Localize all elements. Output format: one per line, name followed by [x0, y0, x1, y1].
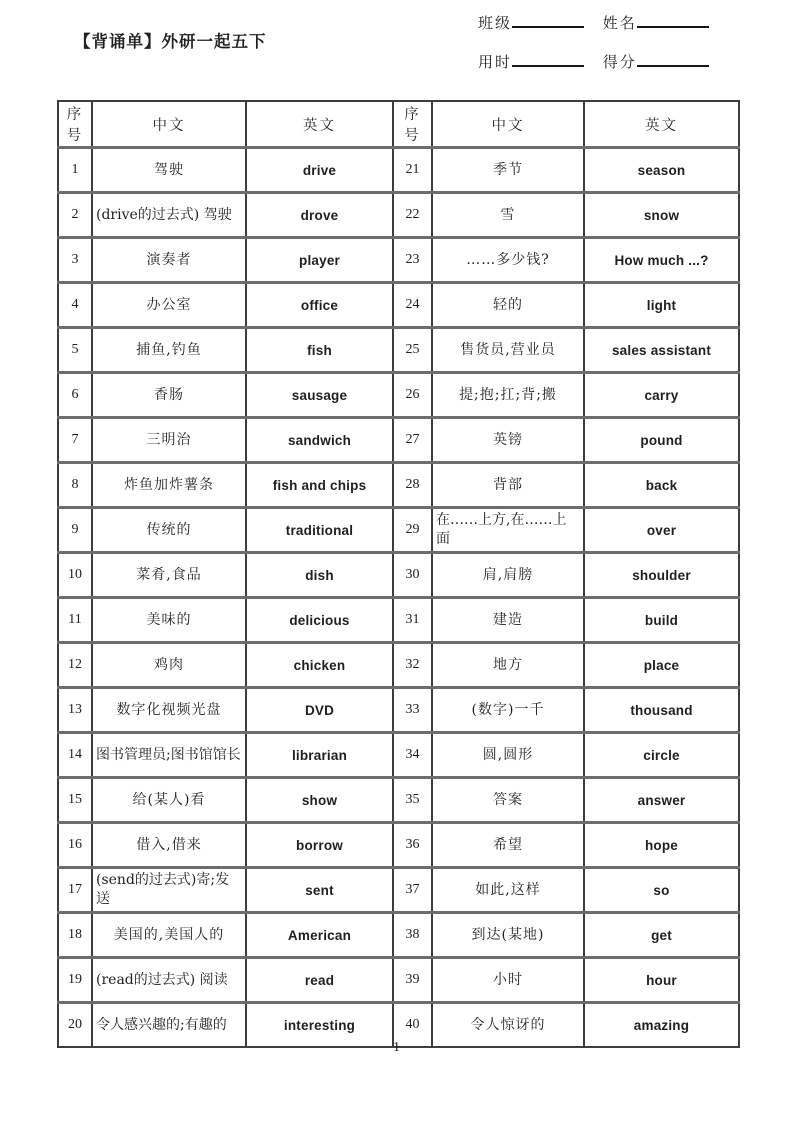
table-row [58, 733, 739, 778]
chinese-cell: 演奏者 [92, 238, 246, 283]
chinese-cell: 如此,这样 [432, 868, 584, 913]
table-row [58, 553, 739, 598]
english-cell: hour [584, 958, 739, 1003]
serial-cell: 7 [58, 418, 92, 463]
table-row [58, 598, 739, 643]
chinese-cell: 鸡肉 [92, 643, 246, 688]
class-blank-line [512, 13, 584, 28]
serial-cell: 14 [58, 733, 92, 778]
serial-cell: 40 [393, 1003, 432, 1048]
serial-cell: 36 [393, 823, 432, 868]
table-row [58, 283, 739, 328]
table-row [58, 913, 739, 958]
student-info-fields [478, 12, 746, 90]
english-cell: chicken [246, 643, 393, 688]
table-row [58, 193, 739, 238]
english-cell: get [584, 913, 739, 958]
english-cell: light [584, 283, 739, 328]
english-cell: interesting [246, 1003, 393, 1048]
header-serial-left: 序号 [58, 101, 92, 148]
english-cell: DVD [246, 688, 393, 733]
serial-cell: 12 [58, 643, 92, 688]
serial-cell: 34 [393, 733, 432, 778]
name-blank-line [637, 13, 709, 28]
chinese-cell: 借入,借来 [92, 823, 246, 868]
chinese-cell: 建造 [432, 598, 584, 643]
table-header-row [58, 101, 739, 148]
page-number: 1 [393, 1040, 400, 1055]
table-row [58, 958, 739, 1003]
serial-cell: 23 [393, 238, 432, 283]
table-row [58, 868, 739, 913]
serial-cell: 26 [393, 373, 432, 418]
english-cell: drove [246, 193, 393, 238]
serial-cell: 16 [58, 823, 92, 868]
english-cell: fish [246, 328, 393, 373]
serial-cell: 4 [58, 283, 92, 328]
header-serial-right: 序号 [393, 101, 432, 148]
chinese-cell: 菜肴,食品 [92, 553, 246, 598]
header-chinese-left: 中文 [92, 101, 246, 148]
english-cell: build [584, 598, 739, 643]
serial-cell: 3 [58, 238, 92, 283]
serial-cell: 8 [58, 463, 92, 508]
serial-cell: 18 [58, 913, 92, 958]
class-label: 班级 [478, 14, 513, 32]
table-row [58, 418, 739, 463]
chinese-cell: 炸鱼加炸薯条 [92, 463, 246, 508]
info-row-2 [478, 51, 746, 72]
english-cell: drive [246, 148, 393, 193]
table-row [58, 328, 739, 373]
serial-cell: 37 [393, 868, 432, 913]
serial-cell: 11 [58, 598, 92, 643]
name-label: 姓名 [602, 14, 637, 32]
serial-cell: 19 [58, 958, 92, 1003]
table-row [58, 643, 739, 688]
english-cell: librarian [246, 733, 393, 778]
time-blank-line [512, 52, 584, 67]
english-cell: thousand [584, 688, 739, 733]
table-row [58, 688, 739, 733]
english-cell: office [246, 283, 393, 328]
chinese-cell: 捕鱼,钓鱼 [92, 328, 246, 373]
name-field [603, 12, 709, 33]
serial-cell: 9 [58, 508, 92, 553]
table-row [58, 373, 739, 418]
chinese-cell: (drive的过去式) 驾驶 [92, 193, 246, 238]
table-row [58, 148, 739, 193]
serial-cell: 21 [393, 148, 432, 193]
chinese-cell: 图书管理员;图书馆馆长 [92, 733, 246, 778]
serial-cell: 22 [393, 193, 432, 238]
chinese-cell: 令人惊讶的 [432, 1003, 584, 1048]
english-cell: amazing [584, 1003, 739, 1048]
english-cell: borrow [246, 823, 393, 868]
serial-cell: 10 [58, 553, 92, 598]
serial-cell: 31 [393, 598, 432, 643]
chinese-cell: (数字)一千 [432, 688, 584, 733]
table-row [58, 508, 739, 553]
chinese-cell: 圆,圆形 [432, 733, 584, 778]
chinese-cell: 希望 [432, 823, 584, 868]
chinese-cell: 三明治 [92, 418, 246, 463]
time-label: 用时 [478, 53, 513, 71]
english-cell: over [584, 508, 739, 553]
page-title: 【背诵单】外研一起五下 [74, 32, 267, 51]
chinese-cell: 肩,肩膀 [432, 553, 584, 598]
serial-cell: 25 [393, 328, 432, 373]
english-cell: How much ...? [584, 238, 739, 283]
serial-cell: 27 [393, 418, 432, 463]
english-cell: so [584, 868, 739, 913]
chinese-cell: 小时 [432, 958, 584, 1003]
english-cell: delicious [246, 598, 393, 643]
chinese-cell: 办公室 [92, 283, 246, 328]
english-cell: snow [584, 193, 739, 238]
serial-cell: 5 [58, 328, 92, 373]
chinese-cell: 给(某人)看 [92, 778, 246, 823]
serial-cell: 13 [58, 688, 92, 733]
chinese-cell: 到达(某地) [432, 913, 584, 958]
score-blank-line [637, 52, 709, 67]
serial-cell: 32 [393, 643, 432, 688]
chinese-cell: 背部 [432, 463, 584, 508]
chinese-cell: 雪 [432, 193, 584, 238]
serial-cell: 39 [393, 958, 432, 1003]
english-cell: show [246, 778, 393, 823]
serial-cell: 30 [393, 553, 432, 598]
table-row [58, 778, 739, 823]
chinese-cell: (read的过去式) 阅读 [92, 958, 246, 1003]
english-cell: back [584, 463, 739, 508]
serial-cell: 29 [393, 508, 432, 553]
chinese-cell: 数字化视频光盘 [92, 688, 246, 733]
serial-cell: 2 [58, 193, 92, 238]
english-cell: sales assistant [584, 328, 739, 373]
english-cell: American [246, 913, 393, 958]
chinese-cell: 令人感兴趣的;有趣的 [92, 1003, 246, 1048]
english-cell: sausage [246, 373, 393, 418]
chinese-cell: 美味的 [92, 598, 246, 643]
english-cell: read [246, 958, 393, 1003]
serial-cell: 15 [58, 778, 92, 823]
english-cell: hope [584, 823, 739, 868]
english-cell: player [246, 238, 393, 283]
chinese-cell: 提;抱;扛;背;搬 [432, 373, 584, 418]
table-row [58, 463, 739, 508]
serial-cell: 33 [393, 688, 432, 733]
serial-cell: 17 [58, 868, 92, 913]
english-cell: carry [584, 373, 739, 418]
chinese-cell: 季节 [432, 148, 584, 193]
english-cell: shoulder [584, 553, 739, 598]
chinese-cell: 美国的,美国人的 [92, 913, 246, 958]
chinese-cell: ……多少钱? [432, 238, 584, 283]
chinese-cell: 售货员,营业员 [432, 328, 584, 373]
score-field [603, 51, 709, 72]
english-cell: traditional [246, 508, 393, 553]
english-cell: place [584, 643, 739, 688]
vocabulary-table [57, 100, 740, 1048]
header-english-left: 英文 [246, 101, 393, 148]
header-chinese-right: 中文 [432, 101, 584, 148]
english-cell: sent [246, 868, 393, 913]
table-row [58, 238, 739, 283]
chinese-cell: 在……上方,在……上面 [432, 508, 584, 553]
english-cell: pound [584, 418, 739, 463]
serial-cell: 1 [58, 148, 92, 193]
chinese-cell: 轻的 [432, 283, 584, 328]
time-field [478, 51, 584, 72]
chinese-cell: (send的过去式)寄;发送 [92, 868, 246, 913]
english-cell: sandwich [246, 418, 393, 463]
english-cell: circle [584, 733, 739, 778]
serial-cell: 24 [393, 283, 432, 328]
serial-cell: 20 [58, 1003, 92, 1048]
chinese-cell: 传统的 [92, 508, 246, 553]
score-label: 得分 [602, 53, 637, 71]
english-cell: answer [584, 778, 739, 823]
chinese-cell: 驾驶 [92, 148, 246, 193]
serial-cell: 28 [393, 463, 432, 508]
chinese-cell: 英镑 [432, 418, 584, 463]
class-field [478, 12, 584, 33]
table-row [58, 823, 739, 868]
chinese-cell: 地方 [432, 643, 584, 688]
info-row-1 [478, 12, 746, 33]
serial-cell: 6 [58, 373, 92, 418]
english-cell: season [584, 148, 739, 193]
english-cell: dish [246, 553, 393, 598]
chinese-cell: 香肠 [92, 373, 246, 418]
header-english-right: 英文 [584, 101, 739, 148]
serial-cell: 38 [393, 913, 432, 958]
chinese-cell: 答案 [432, 778, 584, 823]
serial-cell: 35 [393, 778, 432, 823]
english-cell: fish and chips [246, 463, 393, 508]
